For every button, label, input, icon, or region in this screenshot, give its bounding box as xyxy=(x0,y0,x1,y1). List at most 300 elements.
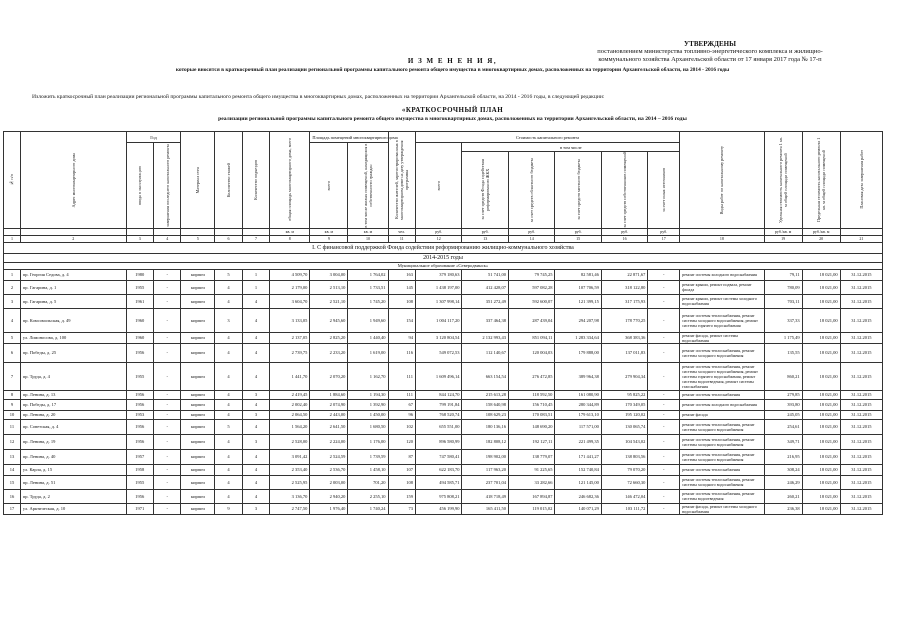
row-works: ремонт системы теплоснабжения, ремонт системы холодного водоснабжения, ремонт системы горячего водоснабжения, ремонт системы водоотведения, ремонт системы газоснабжения xyxy=(680,362,765,390)
row-unit-cost: 703,11 xyxy=(764,294,802,308)
row-total-area: 2 525,95 xyxy=(270,475,310,489)
row-residents: 159 xyxy=(388,489,415,503)
row-works: ремонт системы теплоснабжения, ремонт системы холодного водоснабжения xyxy=(680,449,765,464)
row-total-area: 2 747,50 xyxy=(270,503,310,514)
row-end-date: 31.12.2015 xyxy=(840,464,882,475)
row-cost-owners: 318 122,80 xyxy=(601,280,647,294)
col-owners-header: за счет средств собственников помещений xyxy=(622,152,628,228)
row-unit-cost: 308,24 xyxy=(764,464,802,475)
row-cost-fund: 337 464,38 xyxy=(462,308,508,332)
row-area-all: 2 224,00 xyxy=(310,434,348,449)
row-address: пр. Труда, д. 2 xyxy=(20,489,126,503)
row-total-area: 2 002,40 xyxy=(270,399,310,410)
row-cost-total: 494 585,71 xyxy=(415,475,461,489)
row-number: 16 xyxy=(4,489,21,503)
row-floors: 4 xyxy=(215,475,242,489)
row-residents: 107 xyxy=(388,464,415,475)
row-entrances: 3 xyxy=(242,434,269,449)
plan-subtitle: реализации региональной программы капитального ремонта общего имущества в многоквартирных домах, расположенных на территории Архангельской области, на 2014 – 2016 годы xyxy=(218,116,687,122)
col-entrances-header: Количество подъездов xyxy=(253,159,259,200)
row-last-repair: - xyxy=(154,434,181,449)
changes-subtitle: которые вносятся в краткосрочный план реализации региональной программы капитального ремонта общего имущества в многоквартирных домах, расположенных на территории Архангельской области, на 2014 - 2016 годы xyxy=(175,67,730,73)
row-number: 2 xyxy=(4,280,21,294)
col-residents-header: Количество жителей, зарегистрированных в многоквартирном доме на дату утверждения программы xyxy=(394,140,410,220)
row-floors: 4 xyxy=(215,449,242,464)
row-area-owned: 2 255,10 xyxy=(348,489,388,503)
row-area-all: 2 070,20 xyxy=(310,362,348,390)
row-cost-total: 1 438 197,00 xyxy=(415,280,461,294)
row-end-date: 31.12.2015 xyxy=(840,419,882,434)
row-limit-cost: 18 021,00 xyxy=(802,332,840,343)
row-floors: 4 xyxy=(215,332,242,343)
row-area-owned: 1 619,00 xyxy=(348,343,388,362)
table-row xyxy=(4,464,883,475)
unit-cell xyxy=(242,228,269,235)
row-end-date: 31.12.2015 xyxy=(840,280,882,294)
row-cost-owners: 138 803,56 xyxy=(601,449,647,464)
row-unit-cost: 260,21 xyxy=(764,489,802,503)
row-unit-cost: 135,55 xyxy=(764,343,802,362)
row-entrances: 4 xyxy=(242,294,269,308)
row-commission-year: 1956 xyxy=(126,399,153,410)
row-works: ремонт фасада, ремонт системы водоснабжения xyxy=(680,332,765,343)
row-cost-owners: 170 349,05 xyxy=(601,399,647,410)
row-wall-material: кирпич xyxy=(181,390,215,399)
row-area-owned: 1 392,90 xyxy=(348,399,388,410)
row-address: пр. Георгия Седова, д. 4 xyxy=(20,269,126,280)
row-cost-total: 655 551,00 xyxy=(415,419,461,434)
row-floors: 4 xyxy=(215,362,242,390)
unit-cell: руб. xyxy=(555,228,601,235)
section-title: I. С финансовой поддержкой Фонда содействия реформированию жилищно-коммунального хозяйства xyxy=(4,242,883,253)
row-cost-fund: 108 629,23 xyxy=(462,410,508,419)
unit-cell: руб. xyxy=(601,228,647,235)
row-cost-other: - xyxy=(648,475,680,489)
row-address: пр. Ленина, д. 13 xyxy=(20,390,126,399)
table-row xyxy=(4,280,883,294)
row-entrances: 4 xyxy=(242,332,269,343)
row-limit-cost: 18 021,00 xyxy=(802,269,840,280)
table-row xyxy=(4,362,883,390)
row-commission-year: 1960 xyxy=(126,308,153,332)
row-floors: 3 xyxy=(215,308,242,332)
col-unit-cost-header: Удельная стоимость капитального ремонта 1 кв. м общей площади помещений xyxy=(778,136,789,223)
row-commission-year: 1960 xyxy=(126,332,153,343)
row-cost-regional: 148 690,20 xyxy=(508,419,554,434)
table-row xyxy=(4,503,883,514)
row-address: пр. Гагарина, д. 5 xyxy=(20,294,126,308)
row-total-area: 2 739,75 xyxy=(270,343,310,362)
municipality-row xyxy=(4,262,883,269)
row-cost-other: - xyxy=(648,503,680,514)
row-residents: 116 xyxy=(388,343,415,362)
years-title: 2014-2015 годы xyxy=(4,253,883,262)
row-works: ремонт системы теплоснабжения xyxy=(680,390,765,399)
row-cost-owners: 137 011,83 xyxy=(601,343,647,362)
col-wall-header: Материал стен xyxy=(195,166,201,193)
row-cost-fund: 418 718,49 xyxy=(462,489,508,503)
row-total-area: 1 441,70 xyxy=(270,362,310,390)
row-area-all: 2 233,20 xyxy=(310,343,348,362)
row-residents: 108 xyxy=(388,294,415,308)
row-total-area: 4 509,70 xyxy=(270,269,310,280)
unit-cell: руб. xyxy=(508,228,554,235)
row-residents: 154 xyxy=(388,308,415,332)
table-row xyxy=(4,343,883,362)
row-cost-regional: 597 082,28 xyxy=(508,280,554,294)
row-unit-cost: 236,38 xyxy=(764,503,802,514)
row-cost-owners: 103 111,72 xyxy=(601,503,647,514)
document-header xyxy=(0,0,905,130)
col-last-repair-header: завершения последнего капитального ремонта xyxy=(164,143,170,227)
row-commission-year: 1971 xyxy=(126,503,153,514)
row-area-all: 2 003,00 xyxy=(310,475,348,489)
row-end-date: 31.12.2015 xyxy=(840,343,882,362)
row-cost-local: 117 571,00 xyxy=(555,419,601,434)
row-works: ремонт системы холодного водоснабжения xyxy=(680,269,765,280)
unit-cell: руб./кв. м xyxy=(802,228,840,235)
municipality-title: Муниципальное образование «Северодвинск» xyxy=(4,262,883,269)
row-cost-fund: 112 140,67 xyxy=(462,343,508,362)
col-area-group: Площадь помещений многоквартирного дома xyxy=(310,132,388,143)
table-row xyxy=(4,434,883,449)
row-cost-fund: 663 154,54 xyxy=(462,362,508,390)
row-works: ремонт системы теплоснабжения, ремонт системы холодного водоснабжения xyxy=(680,343,765,362)
row-wall-material: кирпич xyxy=(181,464,215,475)
row-cost-regional: 120 004,03 xyxy=(508,343,554,362)
row-last-repair: - xyxy=(154,449,181,464)
row-cost-total: 456 199,90 xyxy=(415,503,461,514)
row-end-date: 31.12.2015 xyxy=(840,399,882,410)
row-cost-regional: 167 894,87 xyxy=(508,489,554,503)
row-residents: 96 xyxy=(388,410,415,419)
table-row xyxy=(4,308,883,332)
row-area-owned: 1 764,02 xyxy=(348,269,388,280)
row-limit-cost: 18 021,00 xyxy=(802,410,840,419)
row-area-owned: 1 680,50 xyxy=(348,419,388,434)
row-number: 8 xyxy=(4,390,21,399)
row-number: 5 xyxy=(4,332,21,343)
row-number: 13 xyxy=(4,449,21,464)
row-limit-cost: 18 021,00 xyxy=(802,308,840,332)
row-end-date: 31.12.2015 xyxy=(840,308,882,332)
row-unit-cost: 337,33 xyxy=(764,308,802,332)
row-limit-cost: 18 021,00 xyxy=(802,399,840,410)
row-cost-owners: 79 070,20 xyxy=(601,464,647,475)
row-area-owned: 1 450,00 xyxy=(348,410,388,419)
row-cost-other: - xyxy=(648,399,680,410)
row-cost-local: 179 888,00 xyxy=(555,343,601,362)
approval-line-1: постановлением министерства топливно-энергетического комплекса и жилищно- xyxy=(597,48,823,55)
row-wall-material: кирпич xyxy=(181,475,215,489)
row-cost-total: 747 580,41 xyxy=(415,449,461,464)
row-number: 15 xyxy=(4,475,21,489)
row-end-date: 31.12.2015 xyxy=(840,410,882,419)
row-address: пр. Ленина, д. 51 xyxy=(20,475,126,489)
row-last-repair: - xyxy=(154,475,181,489)
row-works: ремонт системы теплоснабжения xyxy=(680,464,765,475)
row-entrances: 4 xyxy=(242,475,269,489)
column-number-cell: 6 xyxy=(215,235,242,242)
row-end-date: 31.12.2015 xyxy=(840,489,882,503)
unit-cell: кв. м xyxy=(348,228,388,235)
row-floors: 4 xyxy=(215,294,242,308)
row-cost-total: 1 609 496,14 xyxy=(415,362,461,390)
row-cost-regional: 192 127,11 xyxy=(508,434,554,449)
row-total-area: 2 064,50 xyxy=(270,410,310,419)
row-commission-year: 1955 xyxy=(126,475,153,489)
row-last-repair: - xyxy=(154,280,181,294)
row-total-area: 3 136,70 xyxy=(270,489,310,503)
row-area-owned: 1 745,20 xyxy=(348,294,388,308)
row-cost-regional: 851 094,11 xyxy=(508,332,554,343)
row-wall-material: кирпич xyxy=(181,343,215,362)
table-row xyxy=(4,449,883,464)
column-numbers-row xyxy=(4,235,883,242)
row-total-area: 3 133,05 xyxy=(270,308,310,332)
row-area-owned: 1 440,40 xyxy=(348,332,388,343)
unit-cell: руб. xyxy=(462,228,508,235)
row-works: ремонт крыши, ремонт подвала, ремонт фасада xyxy=(680,280,765,294)
row-cost-total: 1 307 998,14 xyxy=(415,294,461,308)
row-cost-fund: 117 963,20 xyxy=(462,464,508,475)
row-cost-regional: 79 745,25 xyxy=(508,269,554,280)
row-cost-total: 3 120 804,54 xyxy=(415,332,461,343)
row-cost-fund: 2 132 993,43 xyxy=(462,332,508,343)
row-cost-local: 179 613,10 xyxy=(555,410,601,419)
table-row xyxy=(4,332,883,343)
row-wall-material: кирпич xyxy=(181,449,215,464)
row-commission-year: 1956 xyxy=(126,390,153,399)
row-cost-owners: 279 904,34 xyxy=(601,362,647,390)
row-area-owned: 1 739,59 xyxy=(348,449,388,464)
row-wall-material: кирпич xyxy=(181,308,215,332)
row-address: пр. Победы, д. 25 xyxy=(20,343,126,362)
row-entrances: 4 xyxy=(242,489,269,503)
row-cost-owners: 317 175,93 xyxy=(601,294,647,308)
row-cost-local: 121 145,00 xyxy=(555,475,601,489)
unit-cell: руб. xyxy=(648,228,680,235)
row-cost-local: 221 499,35 xyxy=(555,434,601,449)
row-unit-cost: 349,71 xyxy=(764,434,802,449)
row-wall-material: кирпич xyxy=(181,419,215,434)
row-last-repair: - xyxy=(154,489,181,503)
col-area-owned-header: в том числе жилых помещений, находящихся в собственности граждан xyxy=(362,143,373,228)
row-address: пр. Гагарина, д. 1 xyxy=(20,280,126,294)
intro-paragraph: Изложить краткосрочный план реализации региональной программы капитального ремонта общего имущества в многоквартирных домах, расположенных на территории Архангельской области, на 2014 - 2016 годы, в следующей редакции: xyxy=(32,94,605,100)
col-regional-header: за счет средств областного бюджета xyxy=(529,157,535,222)
row-cost-regional: 156 710,45 xyxy=(508,399,554,410)
row-cost-other: - xyxy=(648,489,680,503)
row-cost-regional: 592 600,07 xyxy=(508,294,554,308)
row-limit-cost: 18 021,00 xyxy=(802,294,840,308)
row-area-all: 2 940,20 xyxy=(310,489,348,503)
row-cost-owners: 368 383,36 xyxy=(601,332,647,343)
col-local-header: за счет средств местного бюджета xyxy=(575,159,581,221)
row-cost-other: - xyxy=(648,449,680,464)
row-unit-cost: 245,05 xyxy=(764,410,802,419)
row-limit-cost: 18 021,00 xyxy=(802,434,840,449)
row-area-owned: 1 949,60 xyxy=(348,308,388,332)
row-wall-material: кирпич xyxy=(181,332,215,343)
row-cost-fund: 237 701,04 xyxy=(462,475,508,489)
approval-line-2: коммунального хозяйства Архангельской области от 17 января 2017 года № 17-п xyxy=(598,56,822,63)
table-row xyxy=(4,489,883,503)
row-cost-owners: 22 871,67 xyxy=(601,269,647,280)
row-commission-year: 1980 xyxy=(126,269,153,280)
column-number-cell: 16 xyxy=(601,235,647,242)
table-row xyxy=(4,390,883,399)
column-number-cell: 8 xyxy=(270,235,310,242)
row-commission-year: 1956 xyxy=(126,419,153,434)
row-last-repair: - xyxy=(154,399,181,410)
column-number-cell: 14 xyxy=(508,235,554,242)
years-row xyxy=(4,253,883,262)
column-number-cell: 2 xyxy=(20,235,126,242)
col-other-header: за счет иных источников xyxy=(661,167,667,212)
unit-cell xyxy=(20,228,126,235)
row-wall-material: кирпич xyxy=(181,489,215,503)
row-cost-fund: 158 640,98 xyxy=(462,399,508,410)
row-cost-local: 107 706,59 xyxy=(555,280,601,294)
row-cost-local: 246 682,36 xyxy=(555,489,601,503)
row-cost-fund: 51 741,00 xyxy=(462,269,508,280)
col-commission-header: ввода в эксплуатацию xyxy=(137,165,143,205)
row-cost-local: 389 964,38 xyxy=(555,362,601,390)
row-end-date: 31.12.2015 xyxy=(840,362,882,390)
unit-cell xyxy=(4,228,21,235)
col-cost-group: Стоимость капитального ремонта xyxy=(415,132,679,143)
row-commission-year: 1955 xyxy=(126,280,153,294)
row-number: 17 xyxy=(4,503,21,514)
column-number-cell: 18 xyxy=(680,235,765,242)
row-cost-local: 152 740,84 xyxy=(555,464,601,475)
row-floors: 4 xyxy=(215,464,242,475)
row-commission-year: 1957 xyxy=(126,449,153,464)
row-limit-cost: 18 021,00 xyxy=(802,489,840,503)
row-entrances: 4 xyxy=(242,399,269,410)
row-cost-other: - xyxy=(648,308,680,332)
row-area-all: 2 641,50 xyxy=(310,419,348,434)
plan-table xyxy=(3,131,883,515)
row-floors: 4 xyxy=(215,280,242,294)
row-last-repair: - xyxy=(154,419,181,434)
row-end-date: 31.12.2015 xyxy=(840,332,882,343)
row-total-area: 2 137,05 xyxy=(270,332,310,343)
col-address-header: Адрес многоквартирного дома xyxy=(70,152,76,208)
row-commission-year: 1956 xyxy=(126,434,153,449)
table-row xyxy=(4,399,883,410)
row-entrances: 4 xyxy=(242,343,269,362)
row-cost-regional: 276 472,85 xyxy=(508,362,554,390)
column-number-cell: 7 xyxy=(242,235,269,242)
row-limit-cost: 18 021,00 xyxy=(802,503,840,514)
row-works: ремонт системы холодного водоснабжения xyxy=(680,399,765,410)
row-last-repair: - xyxy=(154,503,181,514)
row-cost-other: - xyxy=(648,410,680,419)
row-number: 1 xyxy=(4,269,21,280)
col-limit-cost-header: Предельная стоимость капитального ремонта 1 кв. м общей площади помещений xyxy=(816,137,827,222)
row-residents: 120 xyxy=(388,434,415,449)
row-cost-total: 844 124,70 xyxy=(415,390,461,399)
row-residents: 87 xyxy=(388,449,415,464)
row-area-all: 3 004,00 xyxy=(310,269,348,280)
row-cost-regional: 118 592,50 xyxy=(508,390,554,399)
row-address: ул. Ломоносова, д. 100 xyxy=(20,332,126,343)
row-wall-material: кирпич xyxy=(181,269,215,280)
row-cost-local: 171 441,27 xyxy=(555,449,601,464)
row-unit-cost: 393,80 xyxy=(764,399,802,410)
column-number-cell: 13 xyxy=(462,235,508,242)
table-row xyxy=(4,419,883,434)
row-residents: 67 xyxy=(388,399,415,410)
column-number-cell: 15 xyxy=(555,235,601,242)
row-number: 6 xyxy=(4,343,21,362)
row-cost-local: 140 071,29 xyxy=(555,503,601,514)
row-number: 3 xyxy=(4,294,21,308)
row-cost-fund: 351 272,49 xyxy=(462,294,508,308)
column-number-cell: 10 xyxy=(348,235,388,242)
row-cost-total: 768 520,74 xyxy=(415,410,461,419)
column-number-cell: 20 xyxy=(802,235,840,242)
row-address: пр. Победы, д. 17 xyxy=(20,399,126,410)
row-end-date: 31.12.2015 xyxy=(840,434,882,449)
row-number: 10 xyxy=(4,410,21,419)
col-fund-header: за счет средств Фонда содействия реформированию ЖКХ xyxy=(480,159,491,220)
column-number-cell: 9 xyxy=(310,235,348,242)
row-total-area: 3 604,70 xyxy=(270,294,310,308)
row-cost-other: - xyxy=(648,362,680,390)
row-total-area: 2 179,00 xyxy=(270,280,310,294)
row-limit-cost: 18 021,00 xyxy=(802,390,840,399)
table-row xyxy=(4,475,883,489)
row-entrances: 4 xyxy=(242,419,269,434)
row-unit-cost: 279,85 xyxy=(764,390,802,399)
row-residents: 108 xyxy=(388,475,415,489)
row-unit-cost: 216,95 xyxy=(764,449,802,464)
row-cost-owners: 195 120,02 xyxy=(601,410,647,419)
row-entrances: 1 xyxy=(242,280,269,294)
row-cost-local: 82 581,46 xyxy=(555,269,601,280)
row-number: 12 xyxy=(4,434,21,449)
row-area-all: 2 825,20 xyxy=(310,332,348,343)
row-cost-other: - xyxy=(648,434,680,449)
row-total-area: 1 564,20 xyxy=(270,419,310,434)
row-entrances: 4 xyxy=(242,464,269,475)
row-limit-cost: 18 021,00 xyxy=(802,475,840,489)
row-cost-total: 549 072,53 xyxy=(415,343,461,362)
row-floors: 4 xyxy=(215,343,242,362)
row-cost-local: 280 344,89 xyxy=(555,399,601,410)
row-area-all: 2 536,70 xyxy=(310,464,348,475)
row-works: ремонт системы теплоснабжения, ремонт системы холодного водоснабжения xyxy=(680,434,765,449)
column-number-cell: 1 xyxy=(4,235,21,242)
row-wall-material: кирпич xyxy=(181,294,215,308)
row-wall-material: кирпич xyxy=(181,410,215,419)
row-commission-year: 1956 xyxy=(126,489,153,503)
unit-cell: кв. м xyxy=(310,228,348,235)
unit-cell: чел. xyxy=(388,228,415,235)
col-area-all-header: всего xyxy=(326,180,332,191)
row-entrances: 1 xyxy=(242,269,269,280)
row-limit-cost: 18 021,00 xyxy=(802,419,840,434)
row-last-repair: - xyxy=(154,343,181,362)
row-unit-cost: 79,11 xyxy=(764,269,802,280)
row-end-date: 31.12.2015 xyxy=(840,390,882,399)
row-floors: 4 xyxy=(215,399,242,410)
row-address: ул. Карла, д. 15 xyxy=(20,464,126,475)
row-area-all: 2 945,60 xyxy=(310,308,348,332)
